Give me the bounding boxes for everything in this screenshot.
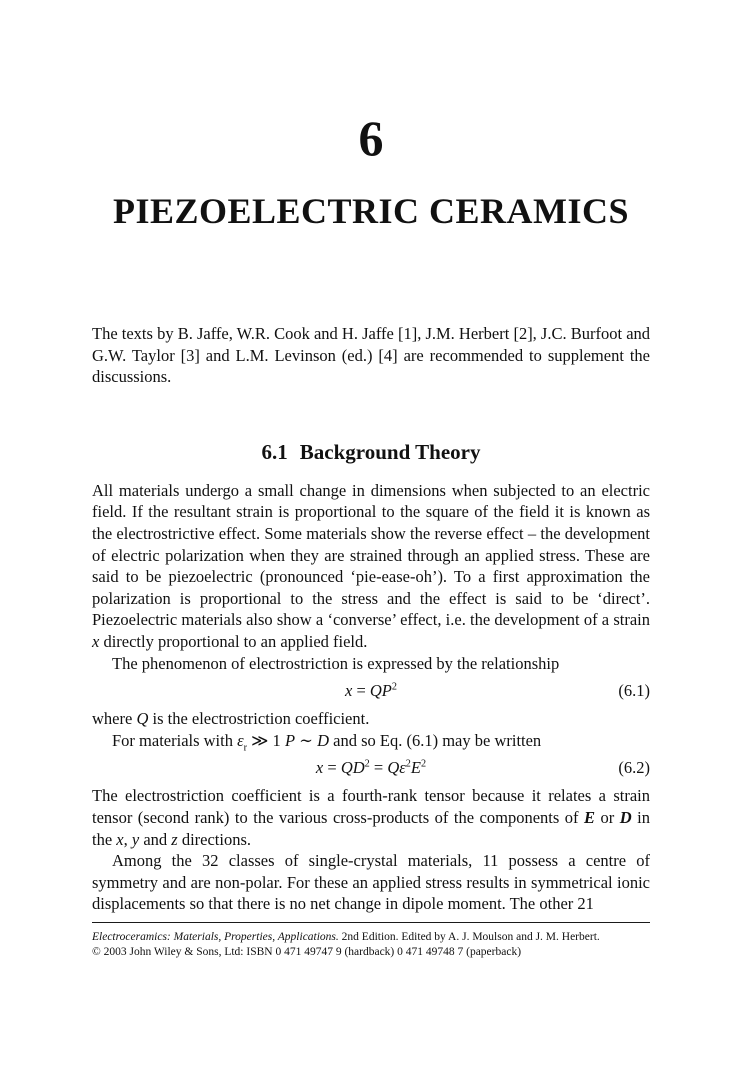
equation-6-2 <box>92 756 650 780</box>
paragraph-crystal-classes: Among the 32 classes of single-crystal materials, 11 possess a centre of symmetry and are non-polar. For these an applied stress results in symmetrical ionic displacements so that there is no net change in dipole moment. The other 21 <box>92 851 650 914</box>
intro-paragraph: The texts by B. Jaffe, W.R. Cook and H. Jaffe [1], J.M. Herbert [2], J.C. Burfoot and G.W. Taylor [3] and L.M. Levinson (ed.) [4] are recommended to supplement the discussions. <box>92 324 651 387</box>
paragraph-where-q: where Q is the electrostriction coefficient. <box>92 709 370 729</box>
equation-6-1 <box>92 679 650 703</box>
equation-6-1-number: (6.1) <box>618 681 650 701</box>
chapter-number: 6 <box>358 110 384 166</box>
paragraph-tensor: The electrostriction coefficient is a fourth-rank tensor because it relates a strain tensor (second rank) to the various cross-products of the components of E or D in the x, y and z directions. <box>92 786 650 849</box>
section-title: Background Theory <box>299 439 481 464</box>
paragraph-electrostriction-lead: The phenomenon of electrostriction is expressed by the relationship <box>112 653 560 673</box>
equation-6-1-formula: $x = QP^2$ <box>345 681 397 701</box>
chapter-title: PIEZOELECTRIC CERAMICS <box>112 191 630 231</box>
equation-6-2-number: (6.2) <box>618 758 650 778</box>
equation-6-2-formula: $x = QD^2 = Q\varepsilon^2E^2$ <box>315 758 427 778</box>
paragraph-background-1: All materials undergo a small change in dimensions when subjected to an electric field. If the resultant strain is proportional to the square of the field it is known as the electrostrictive effect. Some materials show the reverse effect – the development of electric polarization when they are strained through an applied stress. These are said to be piezoelectric (pronounced ‘pie-ease-oh’). To a first approximation the polarization is proportional to the stress and the effect is said to be ‘direct’. Piezoelectric materials also show a ‘converse’ effect, i.e. the development of a strain x directly proportional to an applied field. <box>92 480 650 651</box>
paragraph-for-materials: For materials with $\varepsilon_r$ ≫ 1 P ∼ D and so Eq. (6.1) may be written <box>112 730 542 754</box>
footer-citation-line-1: Electroceramics: Materials, Properties, Applications. 2nd Edition. Edited by A. J. Moulson and J. M. Herbert. <box>92 930 600 943</box>
footer <box>92 922 650 960</box>
footer-citation-line-2: © 2003 John Wiley & Sons, Ltd: ISBN 0 471 49747 9 (hardback) 0 471 49748 7 (paperback) <box>92 945 522 958</box>
section-number: 6.1 <box>261 439 288 464</box>
section-heading <box>92 440 650 465</box>
page-content <box>92 0 650 960</box>
